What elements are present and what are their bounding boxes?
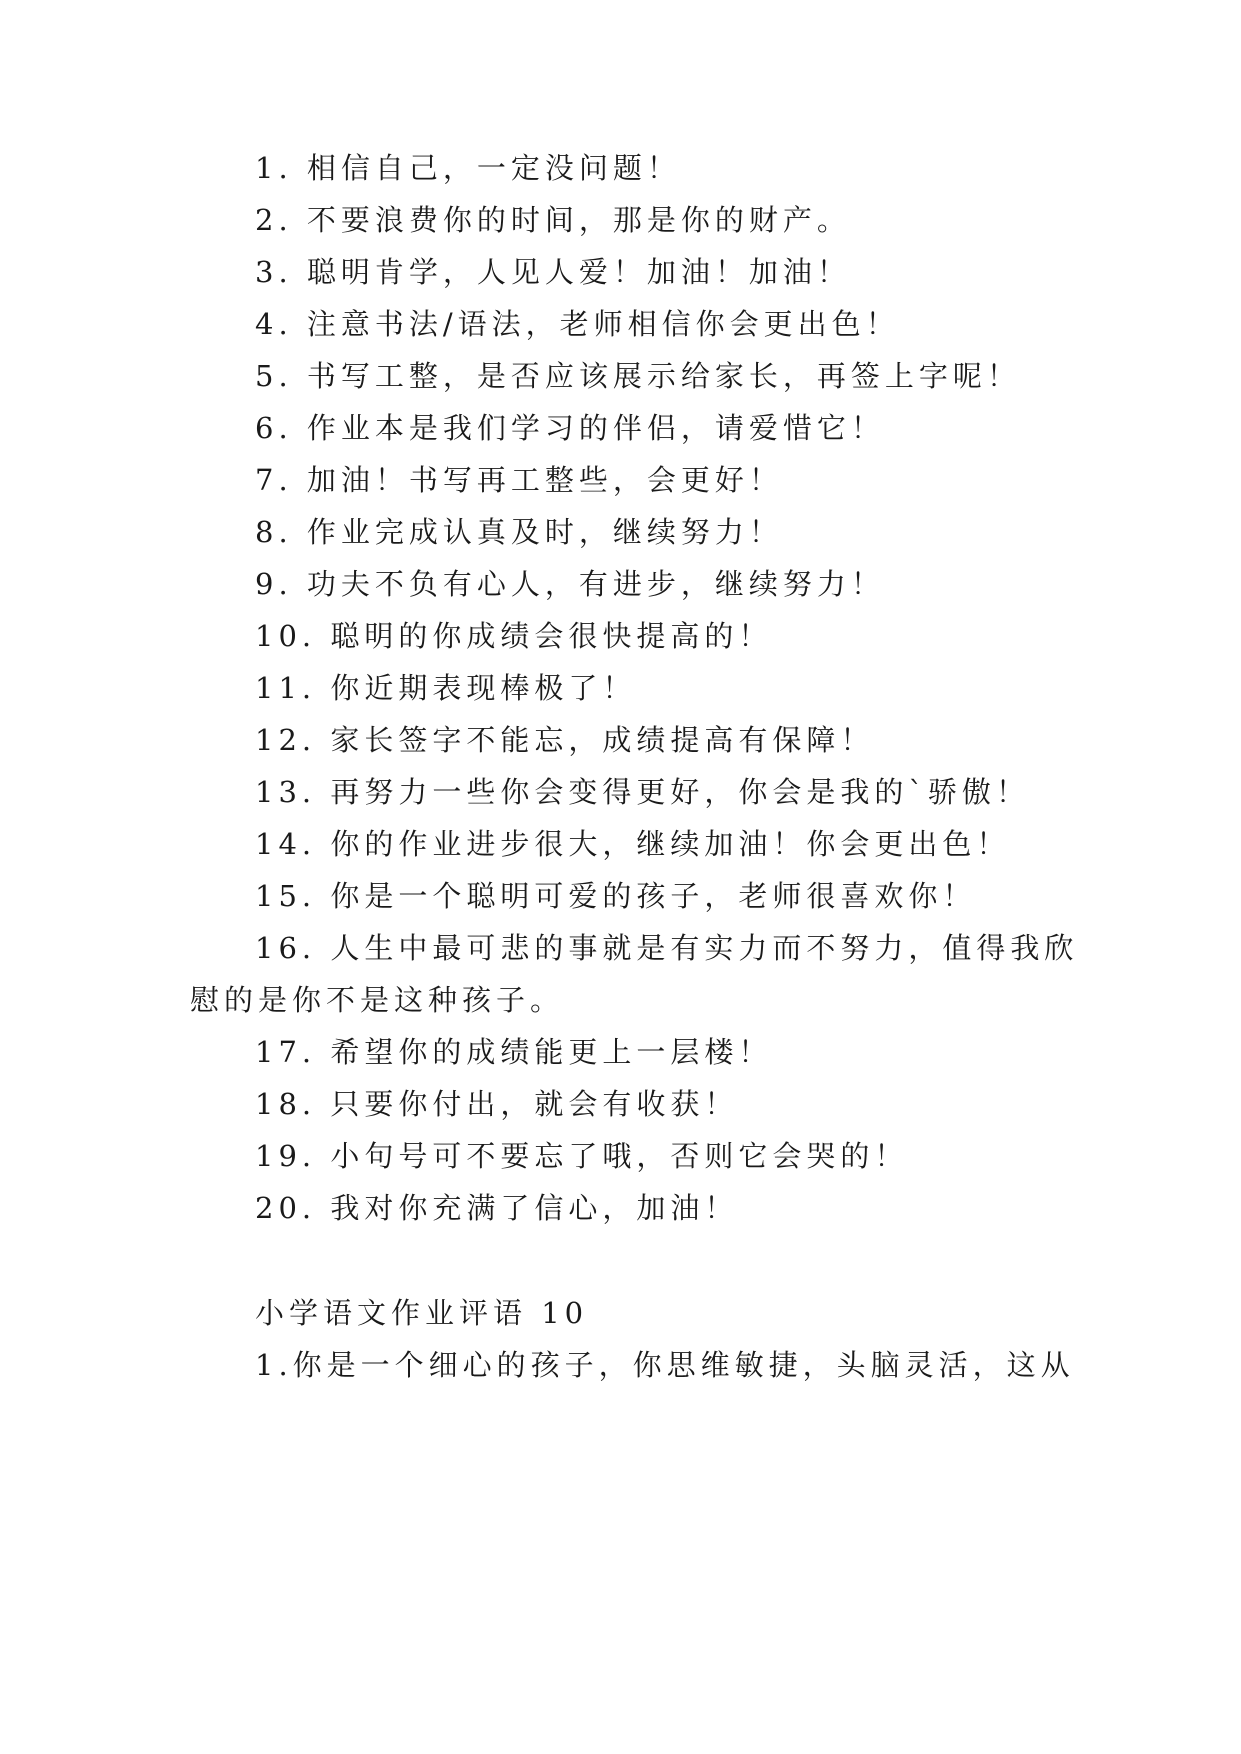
list-item: 9. 功夫不负有心人，有进步，继续努力！: [255, 567, 885, 601]
list-item-continuation: 慰的是你不是这种孩子。: [190, 983, 565, 1017]
list-item: 4. 注意书法/语法，老师相信你会更出色！: [255, 307, 900, 341]
paragraph-line: 1.你是一个细心的孩子，你思维敏捷，头脑灵活，这从: [255, 1348, 1075, 1382]
list-item: 16. 人生中最可悲的事就是有实力而不努力，值得我欣: [255, 931, 1079, 965]
list-item: 7. 加油！书写再工整些，会更好！: [255, 463, 783, 497]
list-item: 19. 小句号可不要忘了哦，否则它会哭的！: [255, 1139, 909, 1173]
list-item: 5. 书写工整，是否应该展示给家长，再签上字呢！: [255, 359, 1021, 393]
list-item: 15. 你是一个聪明可爱的孩子，老师很喜欢你！: [255, 879, 977, 913]
list-item: 3. 聪明肯学，人见人爱！加油！加油！: [255, 255, 851, 289]
list-item: 12. 家长签字不能忘，成绩提高有保障！: [255, 723, 875, 757]
list-item: 13. 再努力一些你会变得更好，你会是我的`骄傲！: [255, 775, 1030, 809]
list-item: 10. 聪明的你成绩会很快提高的！: [255, 619, 773, 653]
list-item: 17. 希望你的成绩能更上一层楼！: [255, 1035, 773, 1069]
list-item: 18. 只要你付出，就会有收获！: [255, 1087, 739, 1121]
list-item: 20. 我对你充满了信心，加油！: [255, 1191, 739, 1225]
list-item: 6. 作业本是我们学习的伴侣，请爱惜它！: [255, 411, 885, 445]
list-item: 8. 作业完成认真及时，继续努力！: [255, 515, 783, 549]
list-item: 2. 不要浪费你的时间，那是你的财产。: [255, 203, 851, 237]
section-title: 小学语文作业评语 10: [255, 1296, 589, 1330]
list-item: 1. 相信自己，一定没问题！: [255, 151, 681, 185]
list-item: 14. 你的作业进步很大，继续加油！你会更出色！: [255, 827, 1011, 861]
list-item: 11. 你近期表现棒极了！: [255, 671, 637, 705]
